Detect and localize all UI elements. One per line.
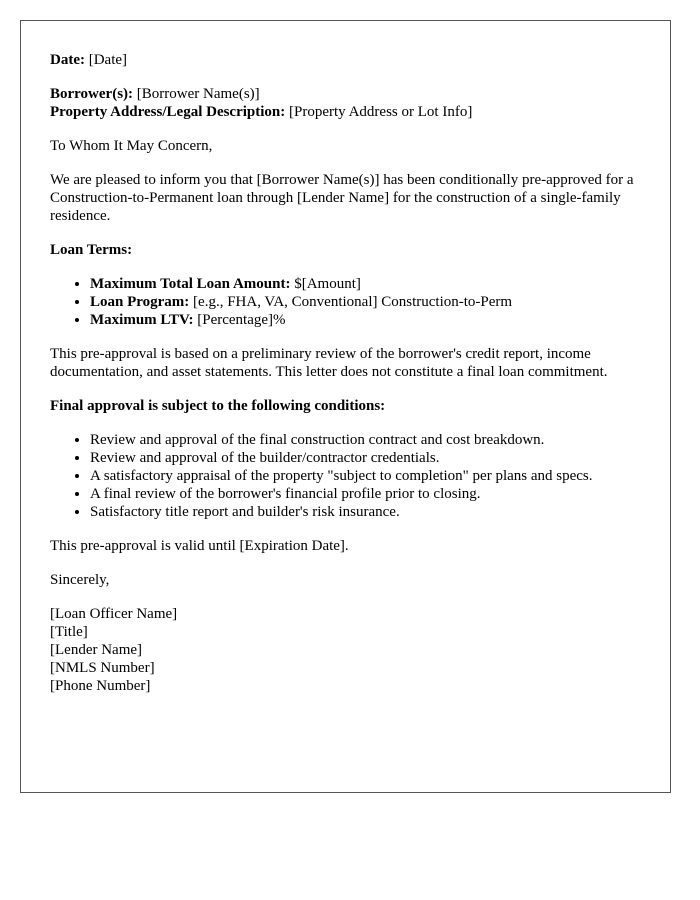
- borrower-block: [50, 85, 650, 121]
- signature-lender: [Lender Name]: [50, 642, 143, 658]
- list-item: • A final review of the borrower's financial profile prior to closing.: [90, 485, 650, 503]
- signature-block: [50, 605, 650, 695]
- signature-nmls: [NMLS Number]: [50, 660, 155, 676]
- max-ltv-label: Maximum LTV:: [90, 312, 194, 328]
- date-line: [50, 51, 650, 69]
- signature-name: [Loan Officer Name]: [50, 606, 178, 622]
- basis-paragraph: This pre-approval is based on a preliminary review of the borrower's credit report, income documentation, and asset statements. This letter does not constitute a final loan commitment.: [50, 346, 608, 380]
- list-item: • A satisfactory appraisal of the property "subject to completion" per plans and specs.: [90, 467, 650, 485]
- loan-amount-value: $[Amount]: [294, 276, 361, 292]
- salutation: To Whom It May Concern,: [50, 138, 213, 154]
- date-value: [Date]: [88, 52, 128, 68]
- list-item: • Review and approval of the builder/contractor credentials.: [90, 449, 650, 467]
- borrower-value: [Borrower Name(s)]: [136, 86, 260, 102]
- validity-paragraph: This pre-approval is valid until [Expiration Date].: [50, 538, 349, 554]
- borrower-label: Borrower(s):: [50, 86, 134, 102]
- date-label: Date:: [50, 52, 85, 68]
- list-item: [90, 275, 650, 293]
- max-ltv-value: [Percentage]%: [197, 312, 286, 328]
- list-item: [90, 293, 650, 311]
- property-value: [Property Address or Lot Info]: [289, 104, 473, 120]
- loan-terms-heading: Loan Terms:: [50, 242, 133, 258]
- closing: Sincerely,: [50, 572, 110, 588]
- list-item: • Satisfactory title report and builder's risk insurance.: [90, 503, 650, 521]
- signature-phone: [Phone Number]: [50, 678, 151, 694]
- pre-approval-letter: [20, 20, 671, 793]
- loan-terms-list: [50, 275, 650, 329]
- intro-paragraph: We are pleased to inform you that [Borrower Name(s)] has been conditionally pre-approved for a Construction-to-Permanent loan through [Lender Name] for the construction of a single-family residence.: [50, 172, 634, 224]
- list-item: [90, 311, 650, 329]
- property-label: Property Address/Legal Description:: [50, 104, 286, 120]
- loan-amount-label: Maximum Total Loan Amount:: [90, 276, 291, 292]
- loan-program-label: Loan Program:: [90, 294, 190, 310]
- list-item: • Review and approval of the final construction contract and cost breakdown.: [90, 431, 650, 449]
- conditions-list: [50, 431, 650, 521]
- loan-program-value: [e.g., FHA, VA, Conventional] Construction-to-Perm: [193, 294, 513, 310]
- conditions-heading: Final approval is subject to the following conditions:: [50, 398, 386, 414]
- signature-title: [Title]: [50, 624, 88, 640]
